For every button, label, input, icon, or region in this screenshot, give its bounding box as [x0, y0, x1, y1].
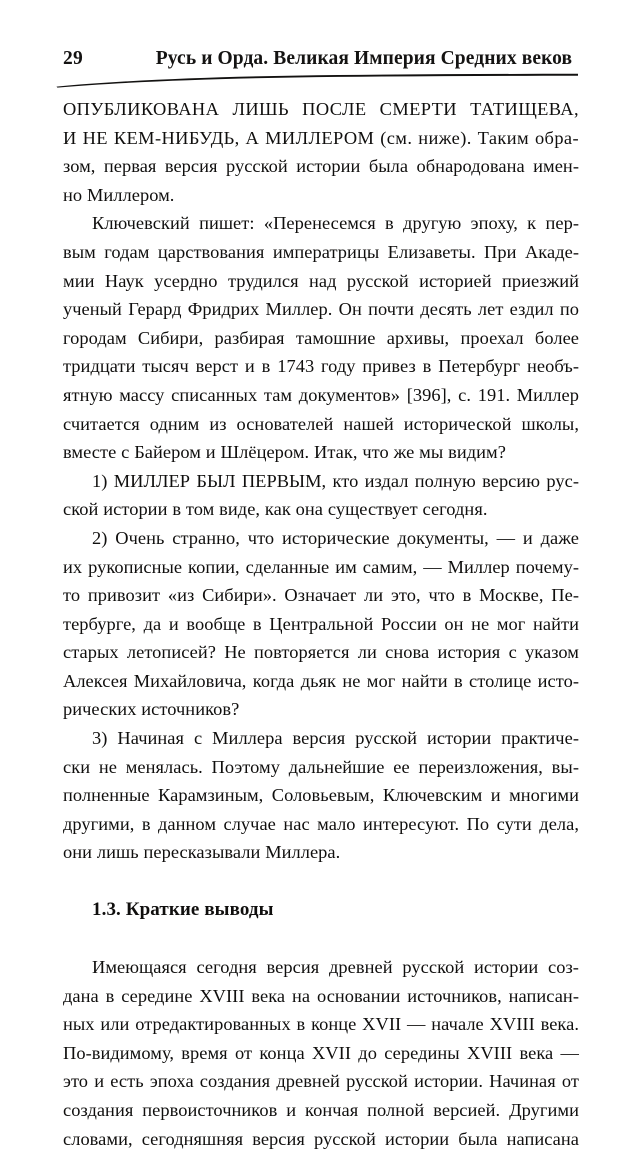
paragraph — [63, 95, 579, 209]
running-title: Русь и Орда. Великая Империя Средних веков — [155, 48, 573, 69]
text-line — [63, 724, 579, 753]
text-line: ятную массу списанных там документов» [396], с. 191. Миллер — [63, 384, 579, 405]
spacer — [63, 923, 579, 953]
text-line: И НЕ КЕМ-НИБУДЬ, А МИЛЛЕРОМ (см. ниже). Таким обра- — [63, 127, 579, 148]
spacer — [63, 867, 579, 897]
paragraph — [63, 724, 579, 867]
text-block — [63, 95, 579, 1153]
page-number: 29 — [63, 48, 83, 69]
text-line: они лишь пересказывали Миллера. — [63, 842, 341, 863]
section-heading: 1.3. Краткие выводы — [92, 899, 274, 921]
text-line — [63, 524, 579, 553]
text-run: Ключевский пишет: «Перенесемся в другую эпоху, к пер- — [92, 213, 579, 234]
text-line — [63, 209, 579, 238]
text-line: вым годам царствования императрицы Елизаветы. При Акаде- — [63, 241, 579, 262]
text-line: ных или отредактированных в конце XVII — начале XVIII века. — [63, 1014, 579, 1035]
text-line: их рукописные копии, сделанные им самим, — Миллер почему- — [63, 556, 579, 577]
text-line: По-видимому, время от конца XVII до середины XVIII века — — [63, 1042, 579, 1063]
paragraph — [63, 209, 579, 466]
text-line: рических источников? — [63, 699, 240, 720]
text-run: Имеющаяся сегодня версия древней русской истории соз- — [92, 957, 579, 978]
text-line: создания первоисточников и кончая полной версией. Другими — [63, 1100, 579, 1120]
text-line: считается одним из основателей нашей исторической школы, — [63, 413, 579, 434]
text-run: 1) МИЛЛЕР БЫЛ ПЕРВЫМ, кто издал полную версию рус- — [92, 470, 579, 491]
text-run: 3) Начиная с Миллера версия русской истории практиче- — [92, 728, 579, 749]
text-line — [63, 953, 579, 982]
paragraph — [63, 467, 579, 524]
text-line: ученый Герард Фридрих Миллер. Он почти десять лет ездил по — [63, 299, 579, 320]
text-line: ски не менялась. Поэтому дальнейшие ее переизложения, вы- — [63, 756, 579, 777]
text-line: то привозит «из Сибири». Означает ли это, что в Москве, Пе- — [63, 585, 579, 606]
text-line: другими, в данном случае нас мало интересуют. По сути дела, — [63, 813, 579, 834]
text-line: тербурге, да и вообще в Центральной России он не мог найти — [63, 613, 579, 634]
text-line: словами, сегодняшняя версия русской истории была написана — [63, 1128, 579, 1149]
text-line: городам Сибири, разбирая тамошние архивы, проехал более — [63, 327, 579, 348]
text-line: дана в середине XVIII века на основании источников, написан- — [63, 985, 579, 1006]
text-line: ской истории в том виде, как она существует сегодня. — [63, 499, 488, 520]
paragraph — [63, 953, 579, 1153]
text-line — [63, 467, 579, 496]
running-head — [0, 46, 640, 88]
paragraph — [63, 524, 579, 724]
text-line: ОПУБЛИКОВАНА ЛИШЬ ПОСЛЕ СМЕРТИ ТАТИЩЕВА, — [63, 99, 579, 119]
text-line: вместе с Байером и Шлёцером. Итак, что же мы видим? — [63, 442, 506, 463]
text-line: зом, первая версия русской истории была обнародована имен- — [63, 156, 579, 177]
text-line: это и есть эпоха создания древней русской истории. Начиная от — [63, 1071, 579, 1092]
text-line: но Миллером. — [63, 184, 175, 205]
text-line: полненные Карамзиным, Соловьевым, Ключевским и многими — [63, 785, 579, 806]
text-run: 2) Очень странно, что исторические документы, — и даже — [92, 527, 579, 548]
text-line: тридцати тысяч верст и в 1743 году привез в Петербург необъ- — [63, 356, 579, 377]
text-line: мии Наук усердно трудился над русской историей приезжий — [63, 270, 579, 291]
text-line: Алексея Михайловича, когда дьяк не мог найти в столице исто- — [63, 670, 579, 691]
text-line: старых летописей? Не повторяется ли снова история с указом — [63, 642, 579, 663]
